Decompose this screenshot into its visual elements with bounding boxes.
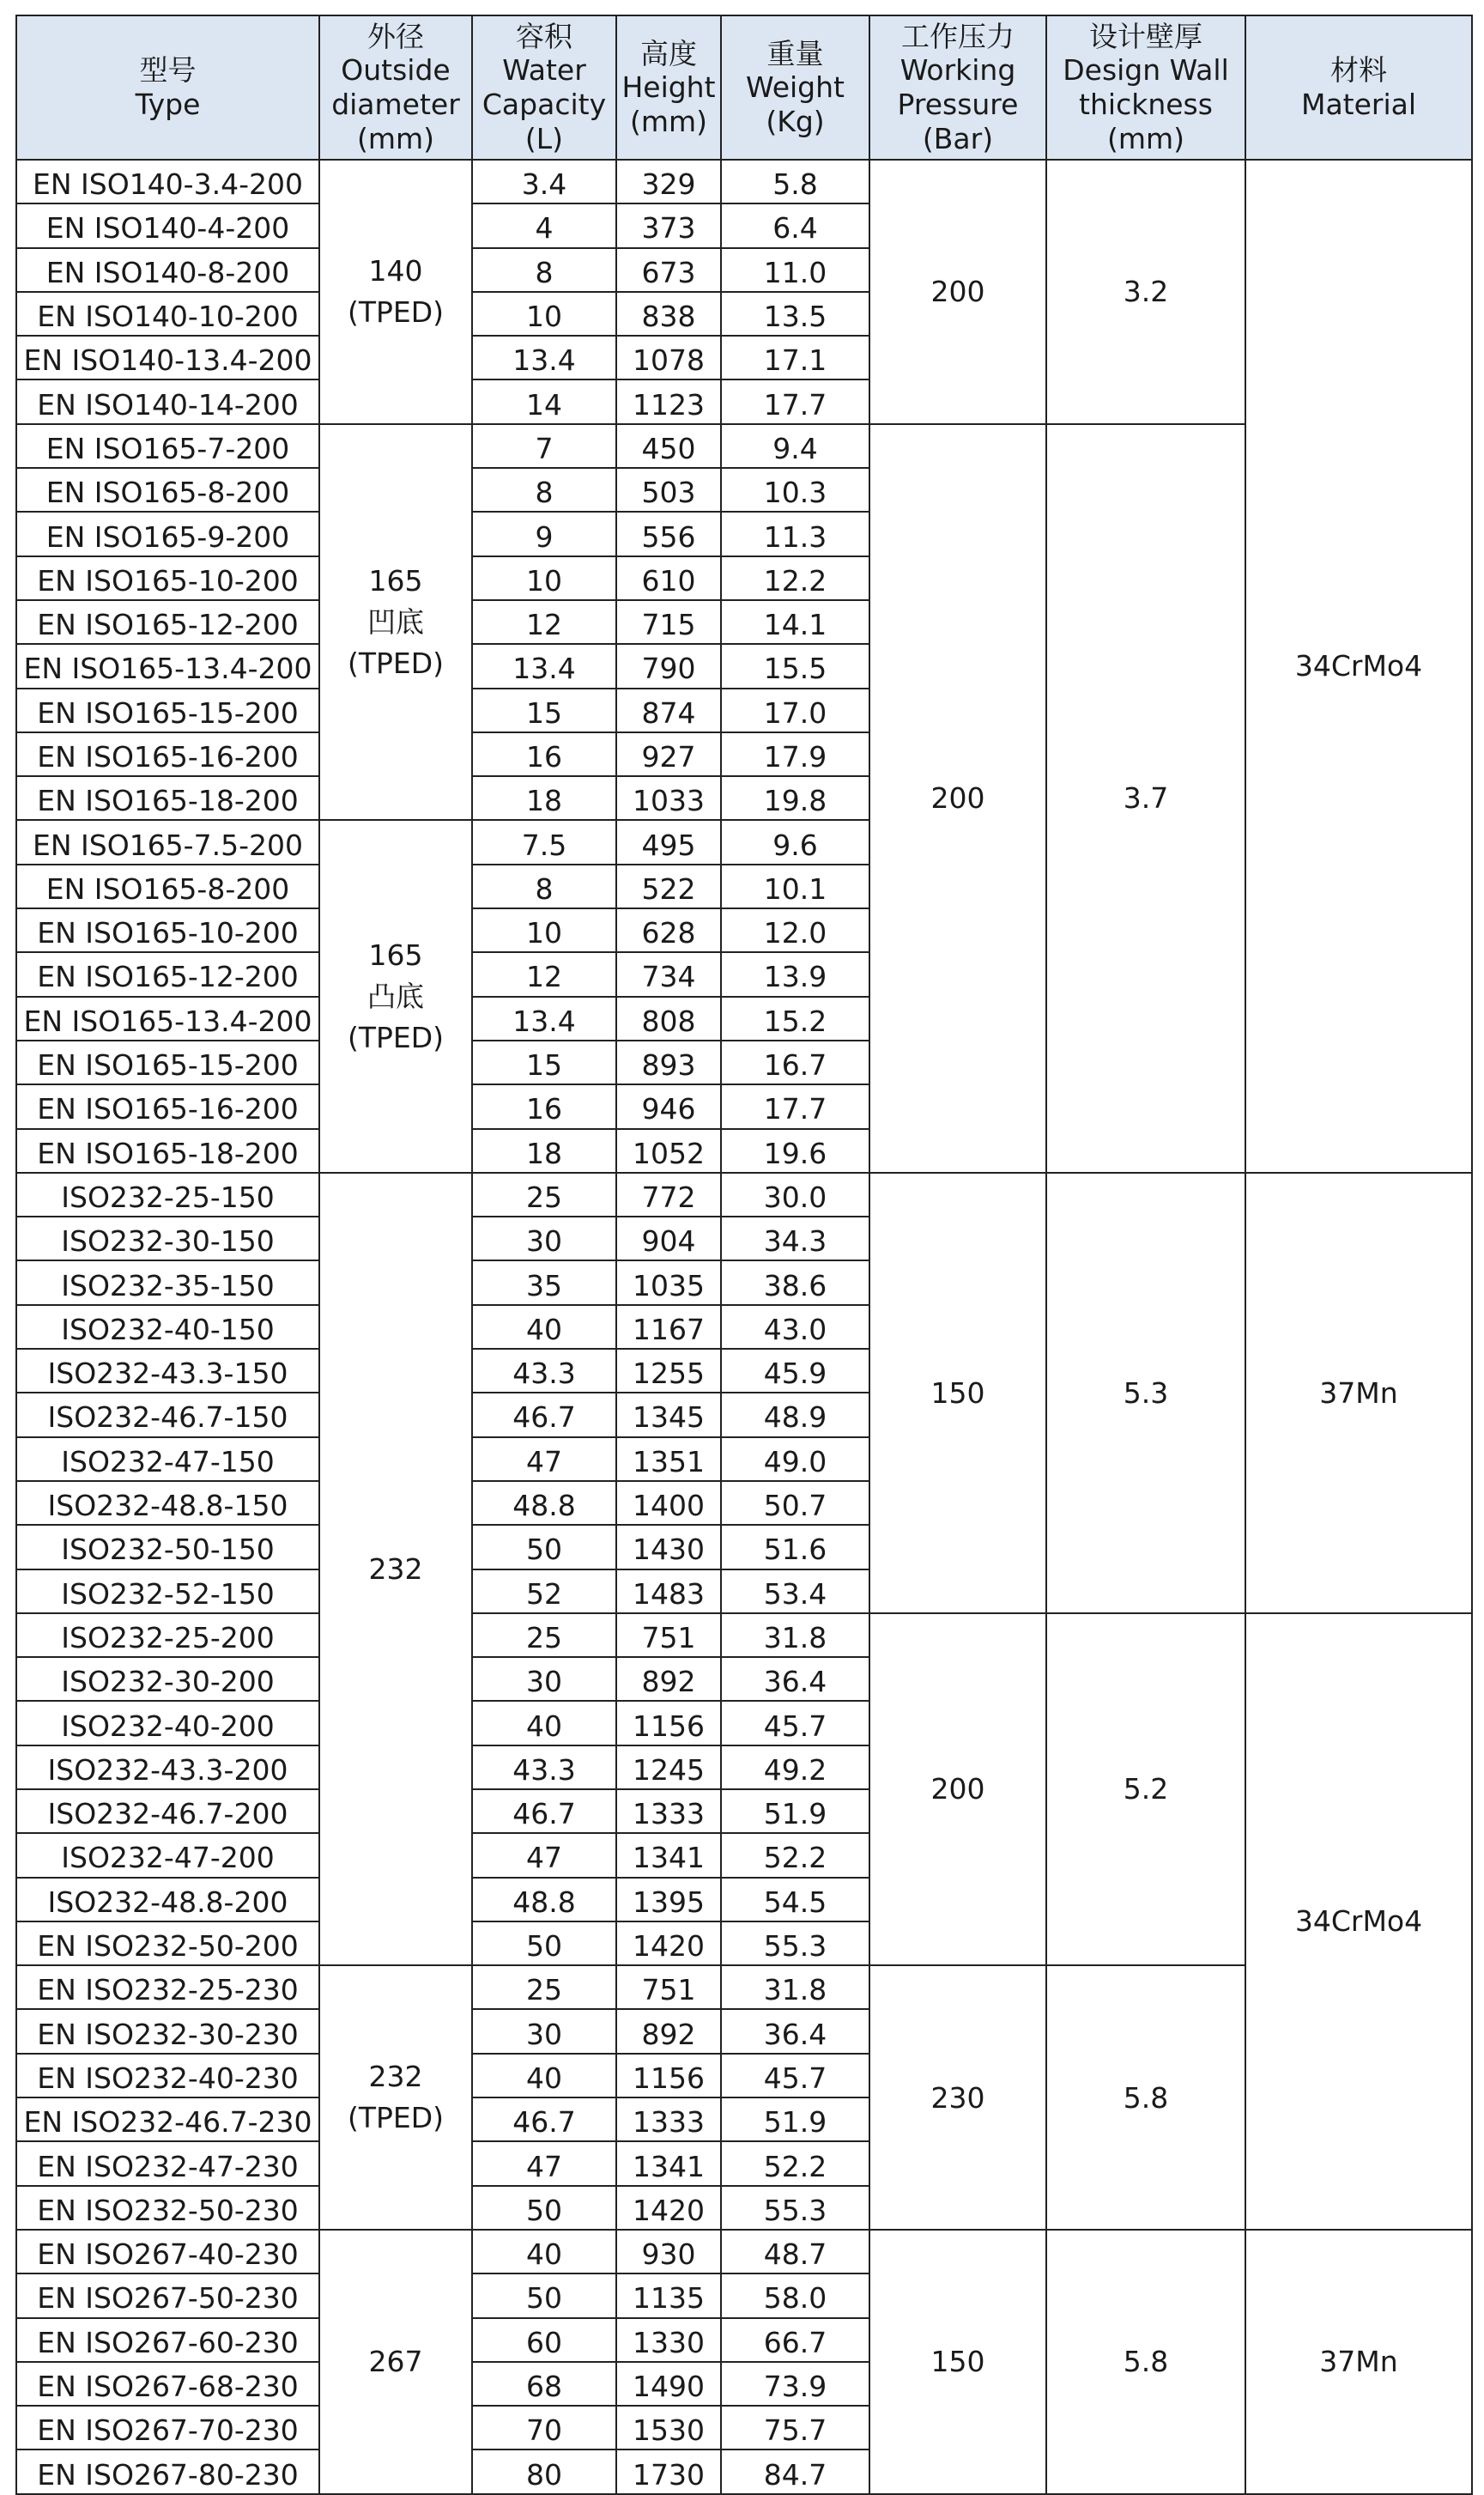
weight-cell: 84.7 (721, 2449, 869, 2493)
type-cell: EN ISO140-8-200 (16, 248, 319, 292)
water-capacity-cell: 30 (472, 1217, 616, 1260)
height-cell: 1490 (616, 2362, 721, 2406)
header-line: 型号 (139, 53, 197, 88)
water-capacity-cell: 50 (472, 2273, 616, 2317)
weight-cell: 15.5 (721, 644, 869, 688)
water-capacity-cell: 80 (472, 2449, 616, 2493)
weight-cell: 31.8 (721, 1613, 869, 1657)
weight-cell: 58.0 (721, 2273, 869, 2317)
design-wall-thickness-cell: 5.8 (1046, 2230, 1245, 2494)
type-cell: EN ISO165-16-200 (16, 732, 319, 776)
height-cell: 1341 (616, 1833, 721, 1877)
weight-cell: 51.9 (721, 2097, 869, 2141)
water-capacity-cell: 30 (472, 1657, 616, 1701)
water-capacity-cell: 13.4 (472, 997, 616, 1041)
header-line: 工作压力 (901, 19, 1015, 53)
header-material (1245, 15, 1472, 160)
weight-cell: 16.7 (721, 1041, 869, 1084)
type-cell: EN ISO232-47-230 (16, 2141, 319, 2185)
type-cell: EN ISO140-10-200 (16, 292, 319, 336)
water-capacity-cell: 47 (472, 1833, 616, 1877)
diameter-line: 140 (368, 254, 423, 288)
header-line: Type (135, 88, 201, 121)
type-cell: EN ISO165-13.4-200 (16, 644, 319, 688)
weight-cell: 52.2 (721, 1833, 869, 1877)
type-cell: EN ISO140-3.4-200 (16, 160, 319, 203)
height-cell: 1255 (616, 1349, 721, 1393)
table-row (16, 1173, 1472, 1217)
header-line: 外径 (367, 19, 424, 53)
height-cell: 930 (616, 2230, 721, 2273)
working-pressure-cell: 200 (869, 424, 1046, 1173)
header-working-pressure (869, 15, 1046, 160)
height-cell: 628 (616, 908, 721, 952)
design-wall-thickness-cell: 5.2 (1046, 1613, 1245, 1965)
height-cell: 1167 (616, 1305, 721, 1349)
height-cell: 329 (616, 160, 721, 203)
weight-cell: 9.6 (721, 820, 869, 864)
water-capacity-cell: 46.7 (472, 1789, 616, 1833)
header-type (16, 15, 319, 160)
weight-cell: 10.3 (721, 468, 869, 512)
material-cell: 34CrMo4 (1245, 160, 1472, 1173)
type-cell: EN ISO165-9-200 (16, 512, 319, 555)
height-cell: 892 (616, 2009, 721, 2053)
water-capacity-cell: 25 (472, 1173, 616, 1217)
water-capacity-cell: 50 (472, 1921, 616, 1965)
type-cell: EN ISO140-4-200 (16, 203, 319, 247)
header-line: Water (502, 53, 586, 88)
height-cell: 1345 (616, 1393, 721, 1436)
water-capacity-cell: 50 (472, 1525, 616, 1569)
height-cell: 1400 (616, 1481, 721, 1525)
header-line: Material (1300, 88, 1417, 121)
height-cell: 503 (616, 468, 721, 512)
water-capacity-cell: 14 (472, 379, 616, 423)
type-cell: ISO232-25-150 (16, 1173, 319, 1217)
height-cell: 790 (616, 644, 721, 688)
type-cell: EN ISO165-15-200 (16, 689, 319, 732)
weight-cell: 14.1 (721, 600, 869, 644)
type-cell: EN ISO267-40-230 (16, 2230, 319, 2273)
height-cell: 1420 (616, 2186, 721, 2230)
working-pressure-cell: 150 (869, 1173, 1046, 1613)
water-capacity-cell: 48.8 (472, 1481, 616, 1525)
weight-cell: 6.4 (721, 203, 869, 247)
height-cell: 556 (616, 512, 721, 555)
water-capacity-cell: 10 (472, 292, 616, 336)
weight-cell: 19.8 (721, 776, 869, 820)
type-cell: EN ISO267-70-230 (16, 2406, 319, 2449)
height-cell: 927 (616, 732, 721, 776)
water-capacity-cell: 9 (472, 512, 616, 555)
water-capacity-cell: 18 (472, 1129, 616, 1173)
weight-cell: 48.7 (721, 2230, 869, 2273)
water-capacity-cell: 50 (472, 2186, 616, 2230)
weight-cell: 38.6 (721, 1260, 869, 1304)
height-cell: 1078 (616, 336, 721, 379)
header-line: diameter (331, 88, 460, 121)
height-cell: 1123 (616, 379, 721, 423)
header-line: 高度 (640, 36, 697, 70)
type-cell: EN ISO140-14-200 (16, 379, 319, 423)
working-pressure-cell: 200 (869, 160, 1046, 424)
weight-cell: 51.6 (721, 1525, 869, 1569)
weight-cell: 51.9 (721, 1789, 869, 1833)
water-capacity-cell: 16 (472, 1084, 616, 1128)
diameter-line: 165 (368, 938, 423, 972)
type-cell: EN ISO232-40-230 (16, 2054, 319, 2097)
water-capacity-cell: 35 (472, 1260, 616, 1304)
type-cell: ISO232-43.3-200 (16, 1745, 319, 1789)
header-line: (Kg) (766, 104, 825, 138)
height-cell: 1333 (616, 1789, 721, 1833)
type-cell: EN ISO232-30-230 (16, 2009, 319, 2053)
weight-cell: 45.7 (721, 2054, 869, 2097)
height-cell: 1530 (616, 2406, 721, 2449)
water-capacity-cell: 18 (472, 776, 616, 820)
weight-cell: 53.4 (721, 1569, 869, 1613)
weight-cell: 9.4 (721, 424, 869, 468)
height-cell: 734 (616, 952, 721, 996)
water-capacity-cell: 12 (472, 952, 616, 996)
water-capacity-cell: 10 (472, 556, 616, 600)
water-capacity-cell: 48.8 (472, 1878, 616, 1921)
water-capacity-cell: 4 (472, 203, 616, 247)
type-cell: EN ISO267-80-230 (16, 2449, 319, 2493)
water-capacity-cell: 68 (472, 2362, 616, 2406)
weight-cell: 13.5 (721, 292, 869, 336)
water-capacity-cell: 25 (472, 1613, 616, 1657)
height-cell: 715 (616, 600, 721, 644)
water-capacity-cell: 7.5 (472, 820, 616, 864)
type-cell: ISO232-47-200 (16, 1833, 319, 1877)
header-line: 设计壁厚 (1089, 19, 1202, 53)
water-capacity-cell: 47 (472, 2141, 616, 2185)
header-line: thickness (1079, 88, 1213, 121)
weight-cell: 31.8 (721, 1965, 869, 2009)
weight-cell: 5.8 (721, 160, 869, 203)
diameter-line: (TPED) (347, 646, 445, 680)
height-cell: 808 (616, 997, 721, 1041)
header-line: Pressure (897, 88, 1019, 121)
weight-cell: 73.9 (721, 2362, 869, 2406)
header-height (616, 15, 721, 160)
weight-cell: 45.7 (721, 1701, 869, 1745)
outside-diameter-cell (319, 1173, 472, 1965)
header-row (16, 15, 1472, 160)
water-capacity-cell: 13.4 (472, 644, 616, 688)
water-capacity-cell: 40 (472, 2054, 616, 2097)
height-cell: 1341 (616, 2141, 721, 2185)
working-pressure-cell: 150 (869, 2230, 1046, 2494)
weight-cell: 19.6 (721, 1129, 869, 1173)
cylinder-spec-table (15, 15, 1473, 2495)
weight-cell: 17.0 (721, 689, 869, 732)
water-capacity-cell: 46.7 (472, 2097, 616, 2141)
table-row (16, 2230, 1472, 2273)
design-wall-thickness-cell: 5.3 (1046, 1173, 1245, 1613)
height-cell: 838 (616, 292, 721, 336)
weight-cell: 17.1 (721, 336, 869, 379)
header-line: Design Wall (1063, 53, 1229, 88)
header-line: (mm) (629, 104, 708, 138)
diameter-line: (TPED) (347, 1020, 445, 1054)
type-cell: EN ISO165-18-200 (16, 1129, 319, 1173)
type-cell: EN ISO165-12-200 (16, 600, 319, 644)
height-cell: 522 (616, 865, 721, 908)
weight-cell: 52.2 (721, 2141, 869, 2185)
outside-diameter-cell (319, 2230, 472, 2494)
type-cell: EN ISO232-50-200 (16, 1921, 319, 1965)
header-water-capacity (472, 15, 616, 160)
type-cell: EN ISO165-10-200 (16, 908, 319, 952)
weight-cell: 11.0 (721, 248, 869, 292)
water-capacity-cell: 3.4 (472, 160, 616, 203)
outside-diameter-cell (319, 160, 472, 424)
weight-cell: 43.0 (721, 1305, 869, 1349)
table-row (16, 160, 1472, 203)
type-cell: ISO232-40-150 (16, 1305, 319, 1349)
height-cell: 1156 (616, 2054, 721, 2097)
height-cell: 893 (616, 1041, 721, 1084)
header-line: Capacity (482, 88, 607, 121)
type-cell: EN ISO267-50-230 (16, 2273, 319, 2317)
weight-cell: 75.7 (721, 2406, 869, 2449)
water-capacity-cell: 8 (472, 468, 616, 512)
working-pressure-cell: 200 (869, 1613, 1046, 1965)
height-cell: 751 (616, 1613, 721, 1657)
water-capacity-cell: 40 (472, 1701, 616, 1745)
weight-cell: 34.3 (721, 1217, 869, 1260)
type-cell: ISO232-52-150 (16, 1569, 319, 1613)
type-cell: ISO232-30-150 (16, 1217, 319, 1260)
table-body (16, 160, 1472, 2494)
type-cell: ISO232-47-150 (16, 1437, 319, 1481)
header-line: (Bar) (922, 121, 994, 155)
water-capacity-cell: 40 (472, 2230, 616, 2273)
weight-cell: 12.0 (721, 908, 869, 952)
material-cell: 37Mn (1245, 1173, 1472, 1613)
header-line: 容积 (516, 19, 572, 53)
type-cell: ISO232-43.3-150 (16, 1349, 319, 1393)
header-line: (mm) (356, 121, 435, 155)
header-line: Working (899, 53, 1016, 88)
weight-cell: 54.5 (721, 1878, 869, 1921)
header-line: (L) (524, 121, 564, 155)
water-capacity-cell: 8 (472, 248, 616, 292)
water-capacity-cell: 12 (472, 600, 616, 644)
weight-cell: 45.9 (721, 1349, 869, 1393)
weight-cell: 17.9 (721, 732, 869, 776)
type-cell: ISO232-48.8-150 (16, 1481, 319, 1525)
height-cell: 1052 (616, 1129, 721, 1173)
water-capacity-cell: 52 (472, 1569, 616, 1613)
material-cell: 34CrMo4 (1245, 1613, 1472, 2230)
diameter-line: 232 (368, 2060, 423, 2094)
height-cell: 874 (616, 689, 721, 732)
weight-cell: 49.0 (721, 1437, 869, 1481)
height-cell: 1730 (616, 2449, 721, 2493)
diameter-line: (TPED) (347, 294, 445, 329)
water-capacity-cell: 47 (472, 1437, 616, 1481)
height-cell: 495 (616, 820, 721, 864)
type-cell: ISO232-40-200 (16, 1701, 319, 1745)
type-cell: EN ISO165-7.5-200 (16, 820, 319, 864)
weight-cell: 12.2 (721, 556, 869, 600)
water-capacity-cell: 60 (472, 2318, 616, 2362)
height-cell: 373 (616, 203, 721, 247)
table-row (16, 1613, 1472, 1657)
height-cell: 751 (616, 1965, 721, 2009)
water-capacity-cell: 43.3 (472, 1349, 616, 1393)
header-line: Height (621, 70, 716, 105)
weight-cell: 50.7 (721, 1481, 869, 1525)
type-cell: ISO232-48.8-200 (16, 1878, 319, 1921)
water-capacity-cell: 10 (472, 908, 616, 952)
outside-diameter-cell (319, 820, 472, 1172)
weight-cell: 66.7 (721, 2318, 869, 2362)
design-wall-thickness-cell: 3.2 (1046, 160, 1245, 424)
type-cell: EN ISO165-7-200 (16, 424, 319, 468)
height-cell: 1420 (616, 1921, 721, 1965)
water-capacity-cell: 70 (472, 2406, 616, 2449)
type-cell: EN ISO232-25-230 (16, 1965, 319, 2009)
height-cell: 1156 (616, 1701, 721, 1745)
weight-cell: 36.4 (721, 1657, 869, 1701)
water-capacity-cell: 25 (472, 1965, 616, 2009)
weight-cell: 48.9 (721, 1393, 869, 1436)
weight-cell: 36.4 (721, 2009, 869, 2053)
header-line: 重量 (766, 36, 824, 70)
type-cell: EN ISO140-13.4-200 (16, 336, 319, 379)
type-cell: ISO232-35-150 (16, 1260, 319, 1304)
height-cell: 946 (616, 1084, 721, 1128)
height-cell: 1395 (616, 1878, 721, 1921)
water-capacity-cell: 46.7 (472, 1393, 616, 1436)
header-outside-diameter (319, 15, 472, 160)
table-header (16, 15, 1472, 160)
outside-diameter-cell (319, 1965, 472, 2230)
water-capacity-cell: 16 (472, 732, 616, 776)
height-cell: 892 (616, 1657, 721, 1701)
water-capacity-cell: 43.3 (472, 1745, 616, 1789)
water-capacity-cell: 15 (472, 1041, 616, 1084)
height-cell: 1333 (616, 2097, 721, 2141)
diameter-line: 165 (368, 563, 423, 598)
type-cell: ISO232-50-150 (16, 1525, 319, 1569)
diameter-line: 凸底 (367, 979, 424, 1013)
height-cell: 904 (616, 1217, 721, 1260)
header-line: Outside (341, 53, 451, 88)
diameter-line: (TPED) (347, 2101, 445, 2135)
type-cell: ISO232-46.7-200 (16, 1789, 319, 1833)
type-cell: EN ISO165-8-200 (16, 468, 319, 512)
water-capacity-cell: 7 (472, 424, 616, 468)
height-cell: 1430 (616, 1525, 721, 1569)
type-cell: EN ISO165-15-200 (16, 1041, 319, 1084)
type-cell: EN ISO267-68-230 (16, 2362, 319, 2406)
header-line: Weight (746, 70, 845, 105)
type-cell: EN ISO165-12-200 (16, 952, 319, 996)
water-capacity-cell: 15 (472, 689, 616, 732)
type-cell: EN ISO232-50-230 (16, 2186, 319, 2230)
material-cell: 37Mn (1245, 2230, 1472, 2494)
type-cell: ISO232-30-200 (16, 1657, 319, 1701)
header-line: 材料 (1330, 53, 1387, 88)
weight-cell: 55.3 (721, 1921, 869, 1965)
type-cell: EN ISO165-8-200 (16, 865, 319, 908)
type-cell: ISO232-46.7-150 (16, 1393, 319, 1436)
height-cell: 1483 (616, 1569, 721, 1613)
type-cell: EN ISO232-46.7-230 (16, 2097, 319, 2141)
type-cell: EN ISO165-13.4-200 (16, 997, 319, 1041)
height-cell: 1035 (616, 1260, 721, 1304)
weight-cell: 49.2 (721, 1745, 869, 1789)
height-cell: 450 (616, 424, 721, 468)
weight-cell: 11.3 (721, 512, 869, 555)
weight-cell: 55.3 (721, 2186, 869, 2230)
header-design-wall-thickness (1046, 15, 1245, 160)
water-capacity-cell: 30 (472, 2009, 616, 2053)
weight-cell: 10.1 (721, 865, 869, 908)
outside-diameter-cell (319, 424, 472, 821)
header-weight (721, 15, 869, 160)
type-cell: EN ISO267-60-230 (16, 2318, 319, 2362)
water-capacity-cell: 8 (472, 865, 616, 908)
design-wall-thickness-cell: 5.8 (1046, 1965, 1245, 2230)
height-cell: 1245 (616, 1745, 721, 1789)
diameter-line: 267 (368, 2344, 423, 2378)
working-pressure-cell: 230 (869, 1965, 1046, 2230)
type-cell: EN ISO165-16-200 (16, 1084, 319, 1128)
weight-cell: 17.7 (721, 379, 869, 423)
weight-cell: 13.9 (721, 952, 869, 996)
type-cell: EN ISO165-10-200 (16, 556, 319, 600)
type-cell: ISO232-25-200 (16, 1613, 319, 1657)
diameter-line: 232 (368, 1551, 423, 1586)
water-capacity-cell: 13.4 (472, 336, 616, 379)
height-cell: 772 (616, 1173, 721, 1217)
design-wall-thickness-cell: 3.7 (1046, 424, 1245, 1173)
height-cell: 1330 (616, 2318, 721, 2362)
water-capacity-cell: 40 (472, 1305, 616, 1349)
height-cell: 610 (616, 556, 721, 600)
weight-cell: 30.0 (721, 1173, 869, 1217)
weight-cell: 17.7 (721, 1084, 869, 1128)
height-cell: 1351 (616, 1437, 721, 1481)
height-cell: 1033 (616, 776, 721, 820)
weight-cell: 15.2 (721, 997, 869, 1041)
height-cell: 673 (616, 248, 721, 292)
height-cell: 1135 (616, 2273, 721, 2317)
header-line: (mm) (1106, 121, 1185, 155)
type-cell: EN ISO165-18-200 (16, 776, 319, 820)
diameter-line: 凹底 (367, 604, 424, 639)
